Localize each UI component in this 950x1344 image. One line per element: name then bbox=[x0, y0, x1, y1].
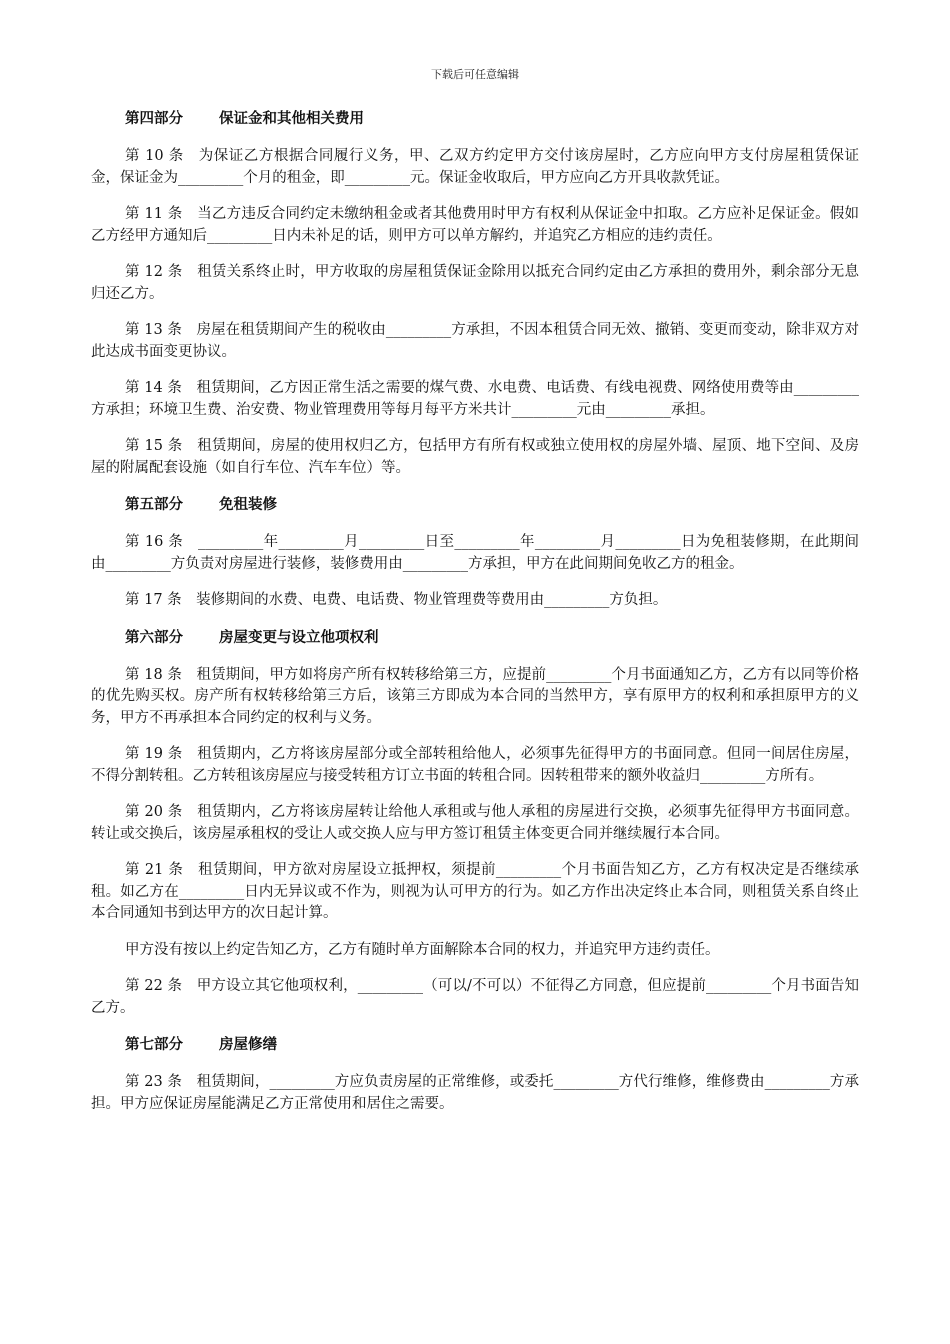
clause-21-note: 甲方没有按以上约定告知乙方，乙方有随时单方面解除本合同的权力，并追究甲方违约责任。 bbox=[125, 941, 720, 958]
section-part: 第五部分 bbox=[125, 497, 183, 513]
clause-23: 第 23 条 租赁期间，_________方应负责房屋的正常维修，或委托_________方代行维修，维修费由_________方承担。甲方应保证房屋能满足乙方正常使用和居住之需要。 bbox=[91, 1074, 859, 1112]
clause-18: 第 18 条 租赁期间，甲方如将房产所有权转移给第三方，应提前_________个月书面通知乙方，乙方有以同等价格的优先购买权。房产所有权转移给第三方后，该第三方即成为本合同的当然甲方，享有原甲方的权利和承担原甲方的义务，甲方不再承担本合同约定的权利与义务。 bbox=[91, 666, 859, 726]
clause-20: 第 20 条 租赁期内，乙方将该房屋转让给他人承租或与他人承租的房屋进行交换，必须事先征得甲方书面同意。转让或交换后，该房屋承租权的受让人或交换人应与甲方签订租赁主体变更合同并继续履行本合同。 bbox=[91, 804, 859, 842]
clause-17: 第 17 条 装修期间的水费、电费、电话费、物业管理费等费用由_________方负担。 bbox=[125, 592, 668, 608]
section-part: 第六部分 bbox=[125, 629, 183, 646]
document-body bbox=[91, 108, 859, 1130]
clause-14: 第 14 条 租赁期间，乙方因正常生活之需要的煤气费、水电费、电话费、有线电视费、网络使用费等由_________方承担；环境卫生费、治安费、物业管理费用等每月每平方米共计_________元由_________承担。 bbox=[91, 380, 859, 418]
section-part: 第四部分 bbox=[125, 111, 183, 127]
section-part: 第七部分 bbox=[125, 1037, 183, 1053]
clause-22: 第 22 条 甲方设立其它他项权利，_________（可以/不可以）不征得乙方同意，但应提前_________个月书面告知乙方。 bbox=[91, 978, 859, 1016]
clause-13: 第 13 条 房屋在租赁期间产生的税收由_________方承担，不因本租赁合同无效、撤销、变更而变动，除非双方对此达成书面变更协议。 bbox=[91, 322, 859, 360]
section-title: 保证金和其他相关费用 bbox=[219, 111, 364, 127]
section-heading bbox=[91, 494, 859, 516]
clause-19: 第 19 条 租赁期内，乙方将该房屋部分或全部转租给他人，必须事先征得甲方的书面同意。但同一间居住房屋，不得分割转租。乙方转租该房屋应与接受转租方订立书面的转租合同。因转租带来的额外收益归_________方所有。 bbox=[91, 746, 859, 784]
section-title: 免租装修 bbox=[219, 497, 277, 513]
clause-21: 第 21 条 租赁期间，甲方欲对房屋设立抵押权，须提前_________个月书面告知乙方，乙方有权决定是否继续承租。如乙方在_________日内无异议或不作为，则视为认可甲方的行为。如乙方作出决定终止本合同，则租赁关系自终止本合同通知书到达甲方的次日起计算。 bbox=[91, 862, 859, 921]
clause-12: 第 12 条 租赁关系终止时，甲方收取的房屋租赁保证金除用以抵充合同约定由乙方承担的费用外，剩余部分无息归还乙方。 bbox=[91, 264, 859, 302]
section-heading bbox=[91, 627, 859, 649]
section-heading bbox=[91, 108, 859, 130]
section-title: 房屋修缮 bbox=[219, 1037, 277, 1053]
section-heading bbox=[91, 1034, 859, 1056]
clause-16: 第 16 条 _________年_________月_________日至_________年_________月_________日为免租装修期，在此期间由_________方负责对房屋进行装修，装修费用由_________方承担，甲方在此间期间免收乙方的租金。 bbox=[91, 534, 859, 572]
clause-11: 第 11 条 当乙方违反合同约定未缴纳租金或者其他费用时甲方有权利从保证金中扣取。乙方应补足保证金。假如乙方经甲方通知后_________日内未补足的话，则甲方可以单方解约，并追究乙方相应的违约责任。 bbox=[91, 206, 859, 244]
clause-15: 第 15 条 租赁期间，房屋的使用权归乙方，包括甲方有所有权或独立使用权的房屋外墙、屋顶、地下空间、及房屋的附属配套设施（如自行车位、汽车车位）等。 bbox=[91, 438, 859, 476]
section-title: 房屋变更与设立他项权利 bbox=[219, 629, 379, 646]
clause-10: 第 10 条 为保证乙方根据合同履行义务，甲、乙双方约定甲方交付该房屋时，乙方应向甲方支付房屋租赁保证金，保证金为_________个月的租金，即_________元。保证金收取后，甲方应向乙方开具收款凭证。 bbox=[91, 148, 859, 186]
header-note: 下载后可任意编辑 bbox=[431, 68, 519, 81]
